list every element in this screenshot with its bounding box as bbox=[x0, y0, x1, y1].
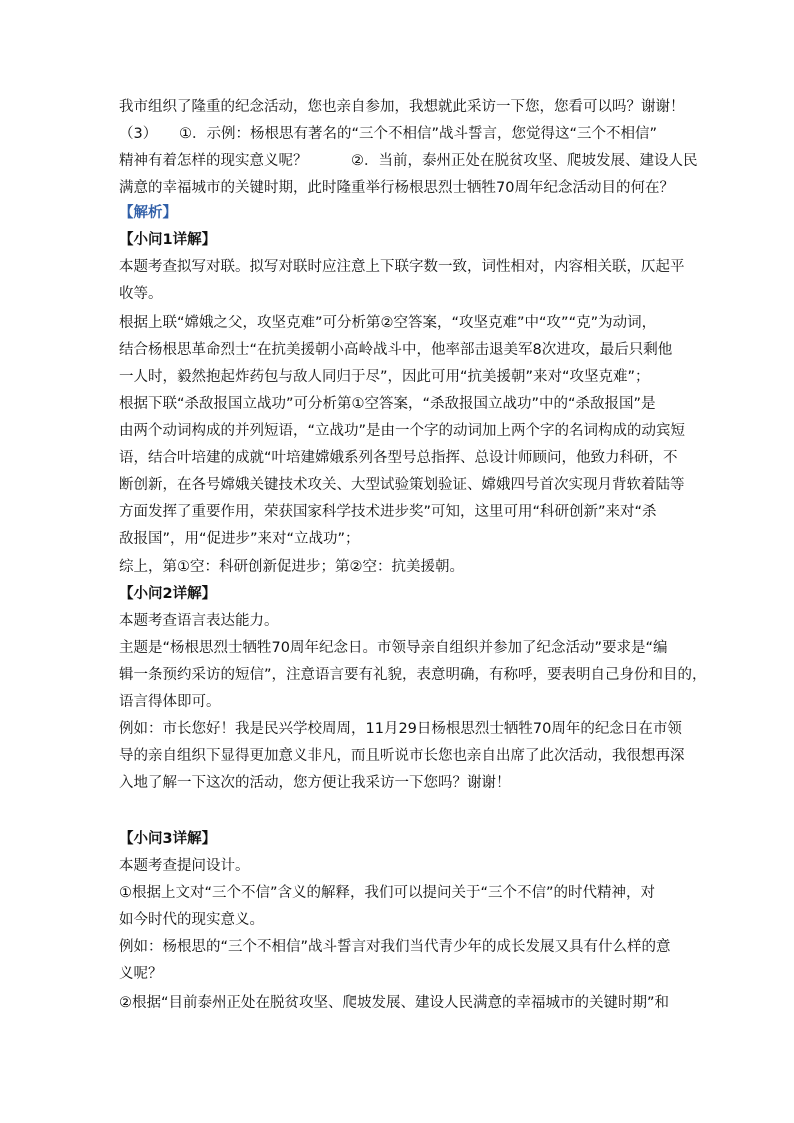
answer-line: 精神有着怎样的现实意义呢？ ②．当前，泰州正处在脱贫攻坚、爬坡发展、建设人民 bbox=[119, 153, 698, 169]
paragraph-line: 敌报国”，用“促进步”来对“立战功”； bbox=[119, 531, 360, 547]
paragraph-line: 根据上联“嫦娥之父，攻坚克难”可分析第②空答案，“攻坚克难”中“攻”“克”为动词， bbox=[119, 315, 657, 331]
subquestion-2-heading: 【小问2详解】 bbox=[119, 586, 217, 602]
subquestion-3-heading: 【小问3详解】 bbox=[119, 831, 217, 847]
paragraph-line: 入地了解一下这次的活动，您方便让我采访一下您吗？谢谢！ bbox=[119, 775, 511, 791]
paragraph-line: 断创新，在各号嫦娥关键技术攻关、大型试验策划验证、嫦娥四号首次实现月背软着陆等 bbox=[119, 477, 685, 493]
paragraph-line: 语言得体即可。 bbox=[119, 694, 221, 710]
answer-line: 我市组织了隆重的纪念活动，您也亲自参加，我想就此采访一下您，您看可以吗？谢谢！ bbox=[119, 99, 685, 115]
paragraph-line: ①根据上文对“三个不信”含义的解释，我们可以提问关于“三个不信”的时代精神，对 bbox=[119, 885, 656, 901]
paragraph-line: 语，结合叶培建的成就“叶培建嫦娥系列各型号总指挥、总设计师顾问，他致力科研，不 bbox=[119, 450, 678, 466]
paragraph-line: 本题考查语言表达能力。 bbox=[119, 613, 279, 629]
paragraph-line: 例如：杨根思的“三个不相信”战斗誓言对我们当代青少年的成长发展又具有什么样的意 bbox=[119, 939, 671, 955]
paragraph-line: 本题考查拟写对联。拟写对联时应注意上下联字数一致，词性相对，内容相关联，仄起平 bbox=[119, 259, 685, 275]
paragraph-line: ②根据“目前泰州正处在脱贫攻坚、爬坡发展、建设人民满意的幸福城市的关键时期”和 bbox=[119, 995, 670, 1011]
paragraph-line: 主题是“杨根思烈士牺牲70周年纪念日。市领导亲自组织并参加了纪念活动”要求是“编 bbox=[119, 640, 668, 656]
paragraph-line: 例如：市长您好！我是民兴学校周周，11月29日杨根思烈士牺牲70周年的纪念日在市领 bbox=[119, 721, 682, 737]
answer-line: （3） ①．示例：杨根思有著名的“三个不相信”战斗誓言，您觉得这“三个不相信” bbox=[119, 126, 658, 142]
paragraph-line: 如今时代的现实意义。 bbox=[119, 912, 264, 928]
analysis-heading: 【解析】 bbox=[119, 205, 177, 221]
paragraph-line: 辑一条预约采访的短信”，注意语言要有礼貌，表意明确，有称呼，要表明自己身份和目的， bbox=[119, 667, 707, 683]
paragraph-line: 本题考查提问设计。 bbox=[119, 858, 250, 874]
paragraph-line: 结合杨根思革命烈士“在抗美援朝小高岭战斗中，他率部击退美军8次进攻，最后只剩他 bbox=[119, 342, 673, 358]
paragraph-line: 由两个动词构成的并列短语，“立战功”是由一个字的动词加上两个字的名词构成的动宾短 bbox=[119, 423, 686, 439]
paragraph-line: 综上，第①空：科研创新促进步；第②空：抗美援朝。 bbox=[119, 559, 464, 575]
paragraph-line: 导的亲自组织下显得更加意义非凡，而且听说市长您也亲自出席了此次活动，我很想再深 bbox=[119, 748, 685, 764]
subquestion-1-heading: 【小问1详解】 bbox=[119, 232, 217, 248]
paragraph-line: 根据下联“杀敌报国立战功”可分析第①空答案，“杀敌报国立战功”中的“杀敌报国”是 bbox=[119, 396, 656, 412]
paragraph-line: 义呢？ bbox=[119, 966, 163, 982]
paragraph-line: 一人时，毅然抱起炸药包与敌人同归于尽”，因此可用“抗美援朝”来对“攻坚克难”； bbox=[119, 369, 650, 385]
paragraph-line: 方面发挥了重要作用，荣获国家科学技术进步奖”可知，这里可用“科研创新”来对“杀 bbox=[119, 504, 657, 520]
answer-line: 满意的幸福城市的关键时期，此时隆重举行杨根思烈士牺牲70周年纪念活动目的何在？ bbox=[119, 180, 674, 196]
paragraph-line: 收等。 bbox=[119, 286, 163, 302]
